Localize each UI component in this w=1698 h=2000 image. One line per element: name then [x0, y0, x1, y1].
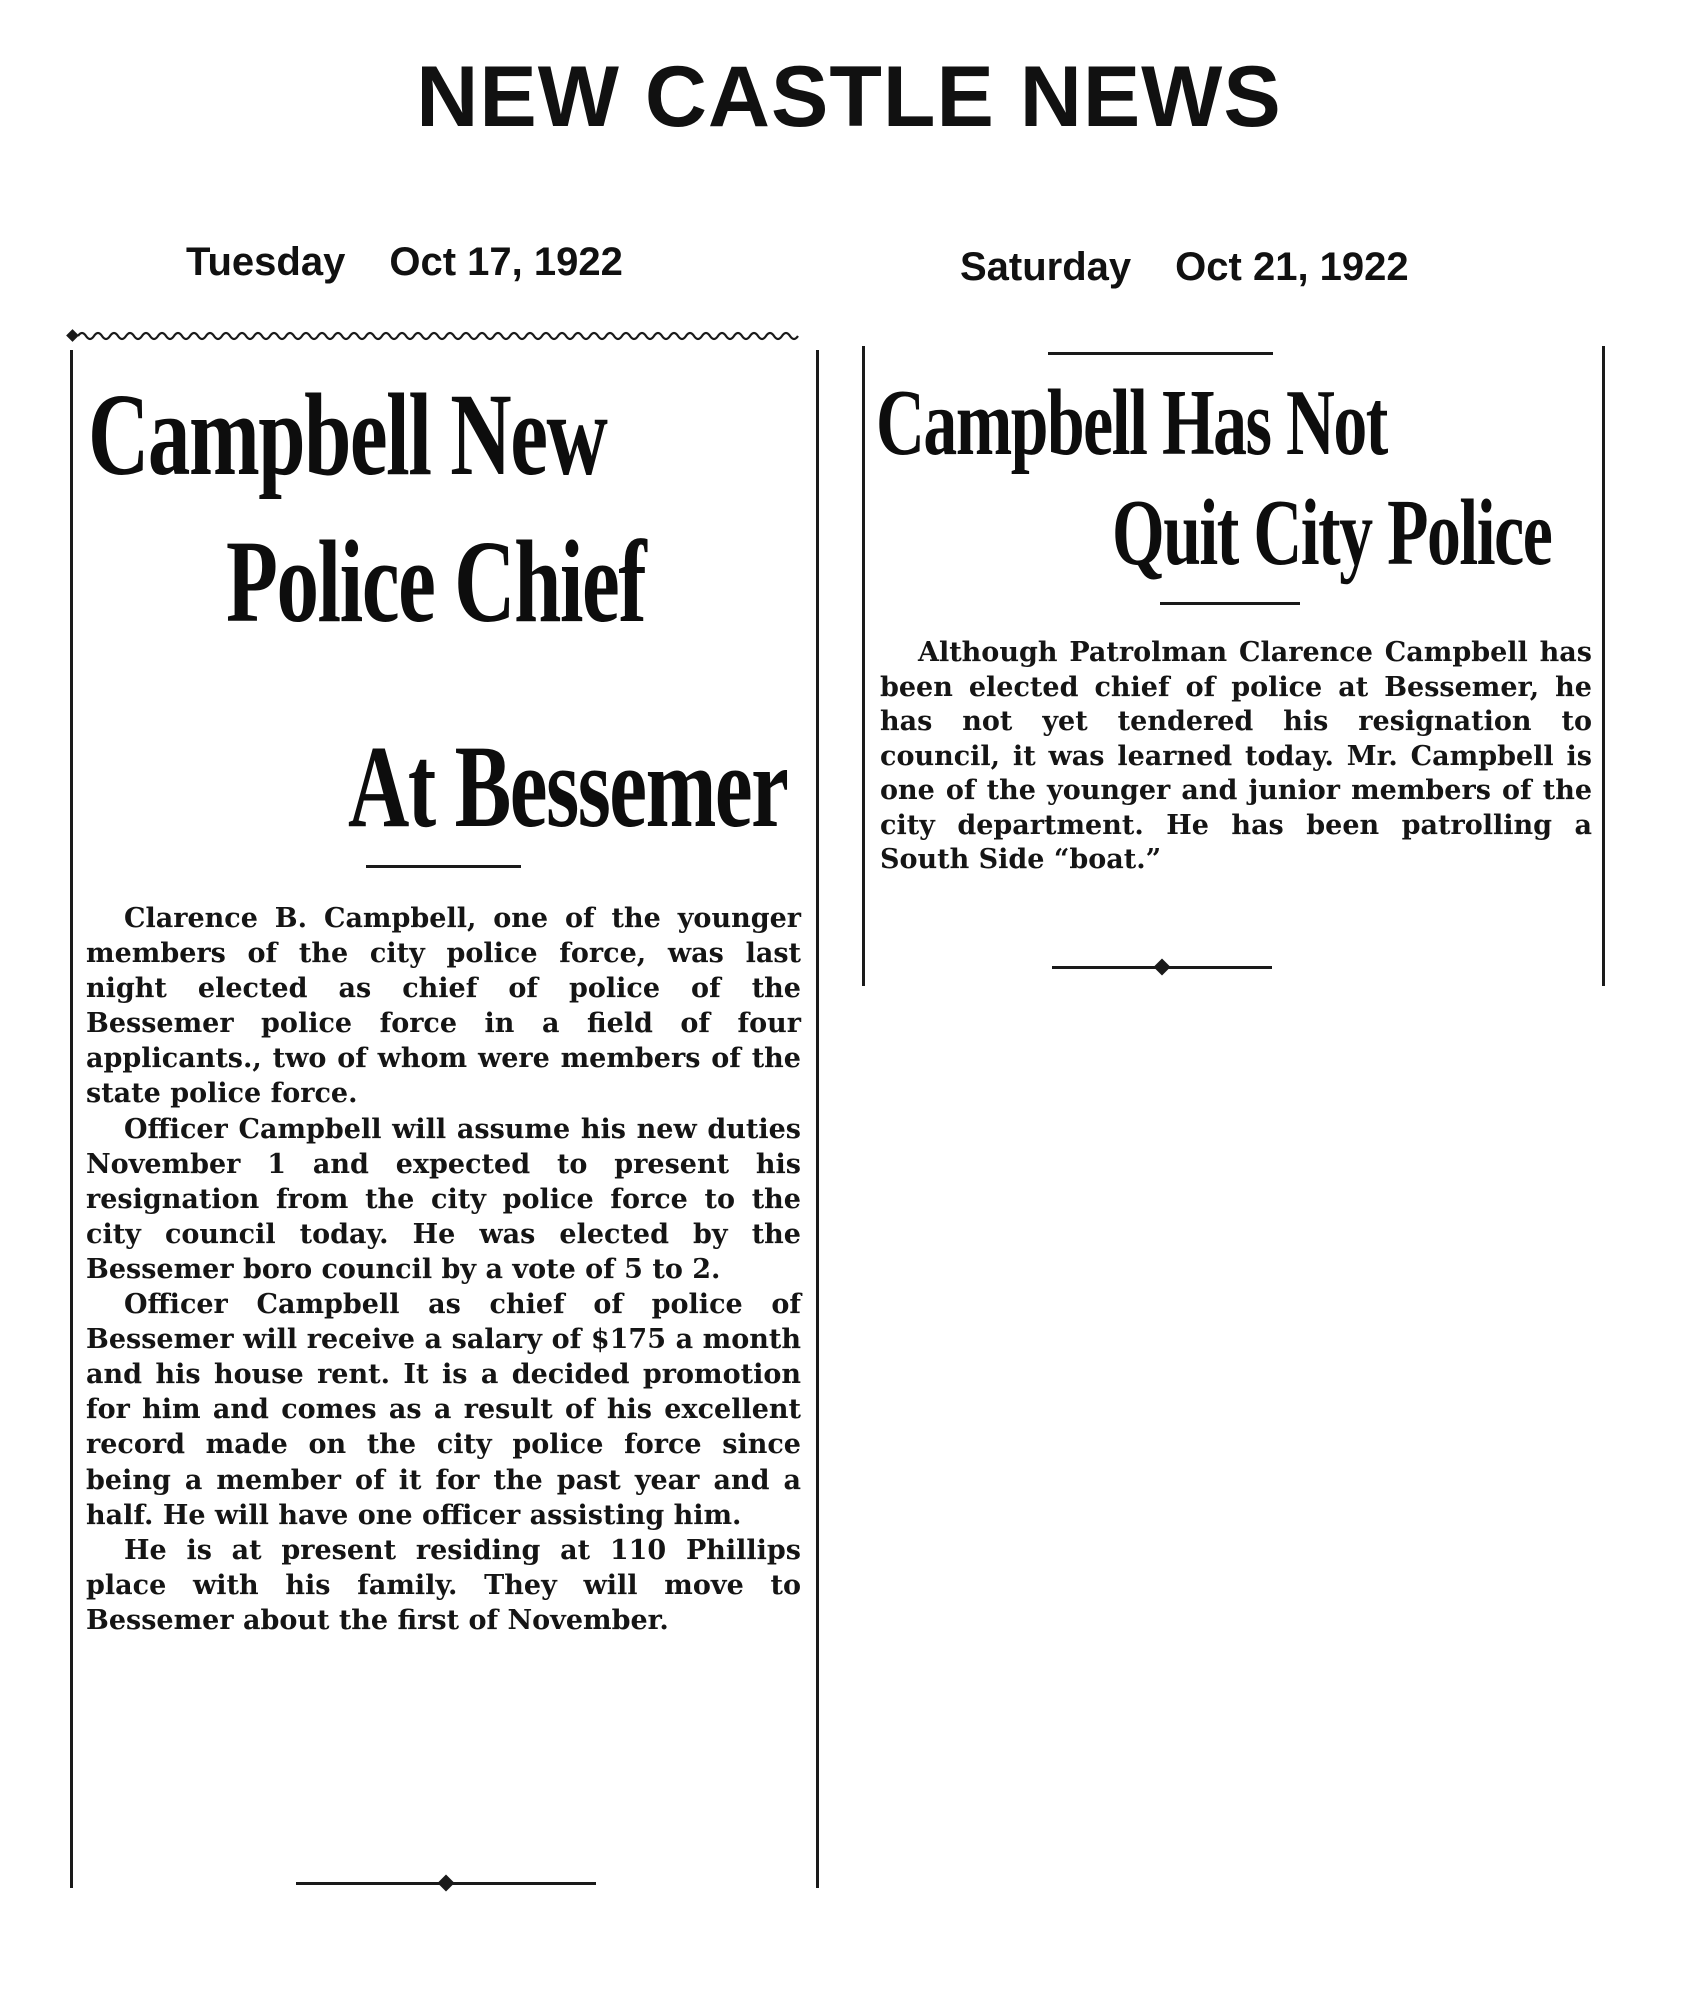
masthead-title: NEW CASTLE NEWS	[416, 49, 1282, 145]
left-headline-line-3: At Bessemer	[348, 721, 788, 852]
left-paragraph-1: Clarence B. Campbell, one of the younger members of the city police force, was last night elected as chief of police of the Bessemer police force in a field of four applicants., two of whom were members of the state police force.	[86, 903, 801, 1110]
left-clipping	[66, 328, 826, 1888]
left-column-rule	[70, 350, 73, 1888]
left-article-body	[86, 901, 801, 1638]
right-end-rule-diamond	[1154, 959, 1171, 976]
right-headline-line-2: Quit City Police	[1112, 481, 1552, 585]
top-border-diamond	[66, 329, 79, 342]
left-headline-line-2: Police Chief	[226, 516, 646, 647]
right-paragraph-1: Although Patrolman Clarence Campbell has been elected chief of police at Bessemer, he has not yet tendered his resignation to council, it was learned today. Mr. Campbell is one of the younger and junior members of the city department. He has been patrolling a South Side “boat.”	[880, 637, 1592, 875]
right-clip-right-rule	[1602, 346, 1605, 986]
left-paragraph-3: Officer Campbell as chief of police of Bessemer will receive a salary of $175 a month and his house rent. It is a decided promotion for him and comes as a result of his excellent record made on the city police force since being a member of it for the past year and a half. He will have one officer assisting him.	[86, 1289, 801, 1531]
left-paragraph-4: He is at present residing at 110 Phillips place with his family. They will move to Bessemer about the first of November.	[86, 1534, 801, 1636]
right-headline-divider	[1160, 602, 1300, 605]
right-article-body	[880, 636, 1592, 878]
wavy-top-border	[66, 328, 826, 342]
right-top-rule	[1048, 352, 1273, 355]
left-paragraph-2: Officer Campbell will assume his new duties November 1 and expected to present his resignation from the city police force to the city council today. He was elected by the Bessemer boro council by a vote of 5 to 2.	[86, 1113, 801, 1285]
left-end-rule	[296, 1882, 596, 1885]
left-end-rule-diamond	[438, 1875, 455, 1892]
top-border-wave	[78, 333, 798, 339]
right-dateline-day: Saturday	[960, 245, 1132, 289]
right-dateline-date: Oct 21, 1922	[1175, 245, 1409, 289]
left-headline-divider	[366, 865, 521, 868]
right-column-rule	[816, 350, 819, 1888]
left-headline-line-1: Campbell New	[88, 369, 607, 500]
right-clipping	[862, 346, 1612, 986]
right-headline-line-1: Campbell Has Not	[876, 371, 1387, 475]
right-end-rule	[1052, 966, 1272, 969]
right-clip-left-rule	[862, 346, 865, 986]
left-dateline-day: Tuesday	[186, 240, 346, 284]
left-dateline-date: Oct 17, 1922	[389, 240, 623, 284]
left-dateline	[186, 240, 623, 285]
right-dateline	[960, 245, 1409, 290]
